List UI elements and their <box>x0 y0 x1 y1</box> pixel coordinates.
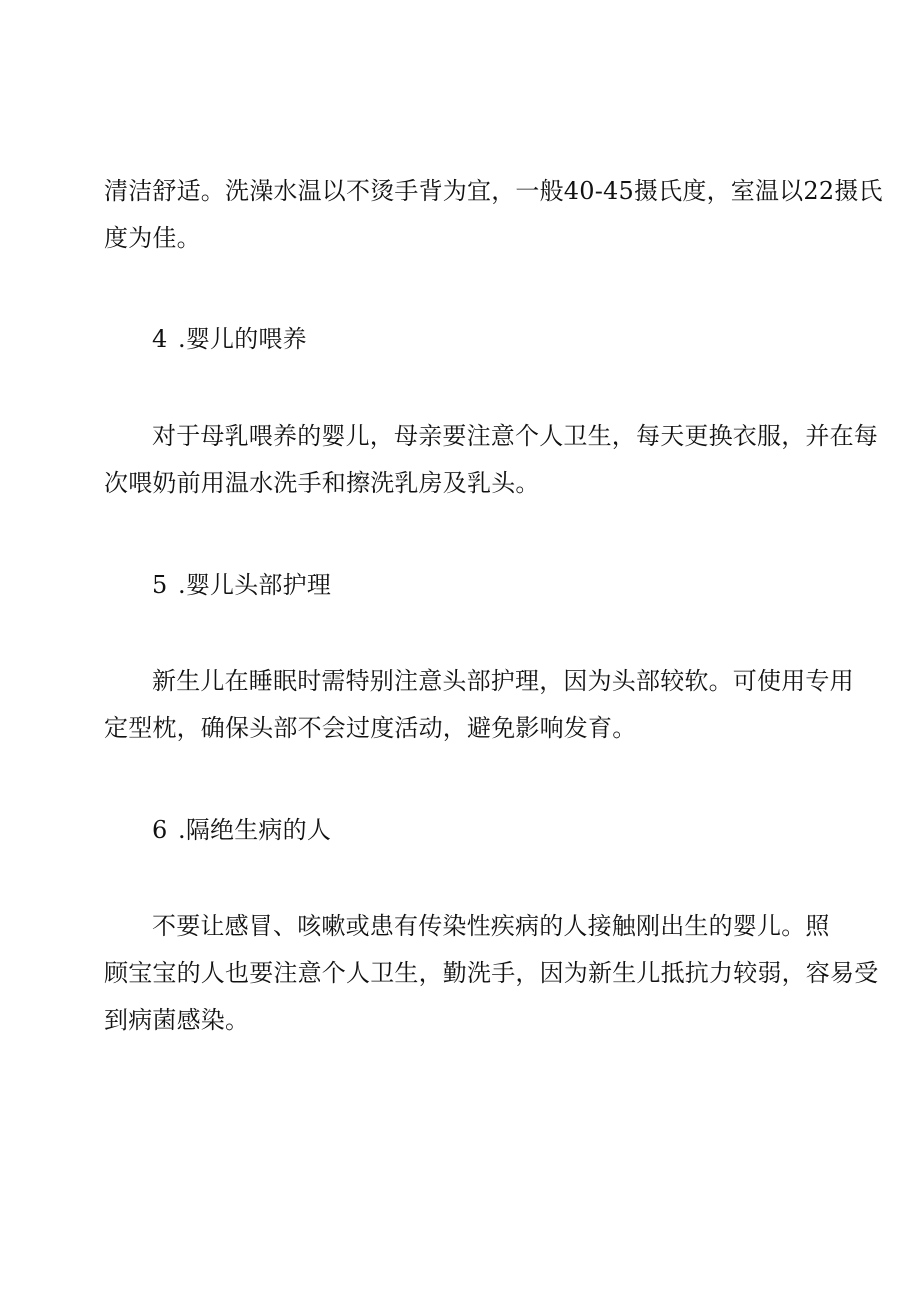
section-title: .隔绝生病的人 <box>178 816 332 844</box>
paragraph-line: 不要让感冒、咳嗽或患有传染性疾病的人接触刚出生的婴儿。照 <box>152 912 830 940</box>
paragraph-line: 到病菌感染。 <box>104 1006 250 1034</box>
section-title: .婴儿的喂养 <box>178 325 307 353</box>
paragraph-line: 定型枕，确保头部不会过度活动，避免影响发育。 <box>104 714 637 742</box>
paragraph-line: 新生儿在睡眠时需特别注意头部护理，因为头部较软。可使用专用 <box>152 667 854 695</box>
section-number: 6 <box>152 816 168 844</box>
section-heading-5 <box>152 569 864 601</box>
paragraph-line: 顾宝宝的人也要注意个人卫生，勤洗手，因为新生儿抵抗力较弱，容易受 <box>104 959 879 987</box>
paragraph-line: 对于母乳喂养的婴儿，母亲要注意个人卫生，每天更换衣服，并在每 <box>152 422 878 450</box>
section-number: 5 <box>152 571 168 599</box>
section-number: 4 <box>152 325 168 353</box>
section-title: .婴儿头部护理 <box>178 571 332 599</box>
paragraph-line: 清洁舒适。洗澡水温以不烫手背为宜，一般40-45摄氏度，室温以22摄氏 <box>104 177 883 205</box>
section-heading-6 <box>152 814 864 846</box>
paragraph-line: 次喂奶前用温水洗手和擦洗乳房及乳头。 <box>104 469 540 497</box>
section-heading-4 <box>152 323 864 355</box>
paragraph-line: 度为佳。 <box>104 224 201 252</box>
